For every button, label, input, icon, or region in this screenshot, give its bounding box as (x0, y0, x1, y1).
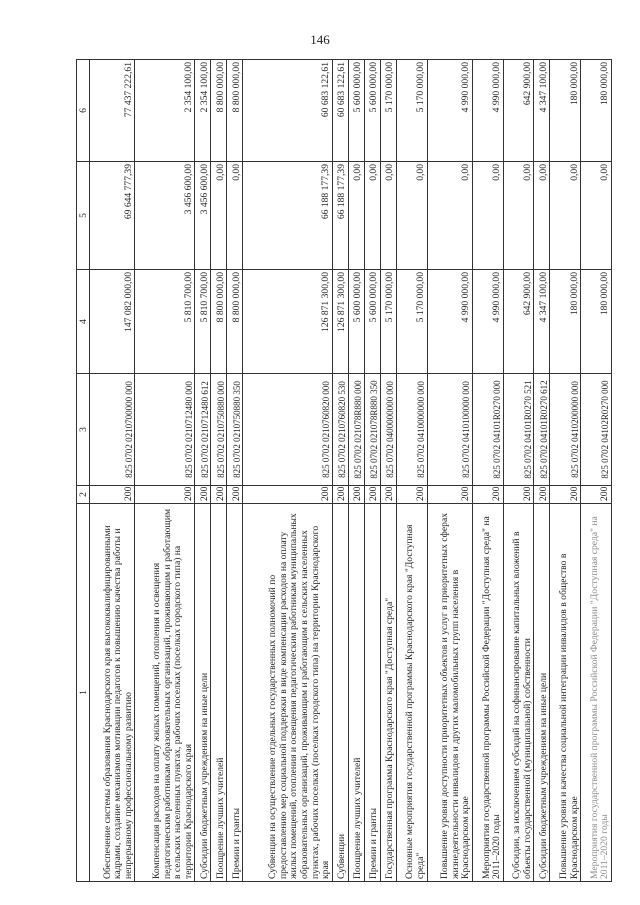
row-plan-cell: 4 990 000,00 (427, 270, 472, 374)
table-row (227, 60, 243, 882)
row-rest-cell: 8 800 000,00 (227, 60, 243, 162)
row-rest-cell: 8 800 000,00 (211, 60, 227, 162)
row-code-cell: 200 (348, 486, 364, 504)
row-name-cell: Субвенции (332, 504, 348, 882)
row-rest-cell: 5 600 000,00 (364, 60, 380, 162)
row-rest-cell: 4 990 000,00 (427, 60, 472, 162)
row-fact-cell: 0,00 (534, 162, 550, 270)
row-code-cell: 200 (90, 486, 135, 504)
header-cell-2: 2 (77, 486, 90, 504)
row-fact-cell: 0,00 (550, 162, 581, 270)
table-row (396, 60, 427, 882)
header-row (77, 60, 90, 882)
row-kbk-cell: 825 0702 0410000000 000 (396, 374, 427, 486)
row-fact-cell: 0,00 (473, 162, 504, 270)
row-name-cell: Мероприятия государственной программы Российской Федерации "Доступная среда" на 2011–2020 годы (473, 504, 504, 882)
table-row (581, 60, 612, 882)
row-name-cell: Повышение уровня доступности приоритетных объектов и услуг в приоритетных сферах жизнедеятельности инвалидов и других маломобильных групп населения в Краснодарском крае (427, 504, 472, 882)
table-row (427, 60, 472, 882)
row-kbk-cell: 825 0702 0210750880 000 (211, 374, 227, 486)
row-name-cell: Субсидии бюджетным учреждениям на иные цели (195, 504, 211, 882)
table-row (503, 60, 534, 882)
row-plan-cell: 126 871 300,00 (332, 270, 348, 374)
row-kbk-cell: 825 0702 0210712480 000 (135, 374, 195, 486)
row-plan-cell: 180 000,00 (581, 270, 612, 374)
row-name-cell: Премии и гранты (227, 504, 243, 882)
row-code-cell: 200 (534, 486, 550, 504)
row-plan-cell: 4 990 000,00 (473, 270, 504, 374)
row-plan-cell: 5 810 700,00 (195, 270, 211, 374)
row-code-cell: 200 (135, 486, 195, 504)
row-fact-cell: 3 456 600,00 (135, 162, 195, 270)
row-fact-cell: 66 188 177,39 (332, 162, 348, 270)
row-plan-cell: 8 800 000,00 (211, 270, 227, 374)
row-name-cell: Обеспечение системы образования Краснодарского края высококвалифицированными кадрами, создание механизмов мотивации педагогов к повышению качества работы и непрерывному профессиональному развитию (90, 504, 135, 882)
row-fact-cell: 66 188 177,39 (243, 162, 332, 270)
table-body (90, 60, 612, 882)
row-name-cell: Премии и гранты (364, 504, 380, 882)
row-name-cell: Мероприятия государственной программы Российской Федерации "Доступная среда" на 2011–2020 годы (581, 504, 612, 882)
row-rest-cell: 5 170 000,00 (380, 60, 396, 162)
row-plan-cell: 8 800 000,00 (227, 270, 243, 374)
row-code-cell: 200 (364, 486, 380, 504)
row-fact-cell: 0,00 (211, 162, 227, 270)
row-fact-cell: 0,00 (427, 162, 472, 270)
row-rest-cell: 4 347 100,00 (534, 60, 550, 162)
table-row (243, 60, 332, 882)
row-rest-cell: 2 354 100,00 (195, 60, 211, 162)
row-name-cell: Субвенции на осуществление отдельных государственных полномочий по предоставлению мер социальной поддержки в виде компенсации расходов на оплату жилых помещений, отопления и освещения педагогическим работникам муниципальных образовательных организаций, проживающим и работающим в сельских населенных пунктах, рабочих поселках (поселках городского типа) на территории Краснодарского края (243, 504, 332, 882)
row-fact-cell: 0,00 (503, 162, 534, 270)
page-number: 146 (310, 32, 330, 47)
row-rest-cell: 4 990 000,00 (473, 60, 504, 162)
row-name-cell: Компенсация расходов на оплату жилых помещений, отопления и освещения педагогическим работникам образовательных организаций, проживающим и работающим в сельских населенных пунктах, рабочих поселках (поселках городского типа) на территории Краснодарского края (135, 504, 195, 882)
row-kbk-cell: 825 0702 021078R880 350 (364, 374, 380, 486)
row-plan-cell: 5 600 000,00 (348, 270, 364, 374)
row-plan-cell: 5 810 700,00 (135, 270, 195, 374)
table-row (473, 60, 504, 882)
row-fact-cell: 0,00 (581, 162, 612, 270)
row-name-cell: Повышение уровня и качества социальной интеграции инвалидов в общество в Краснодарском крае (550, 504, 581, 882)
row-kbk-cell: 825 0702 04102R0270 000 (581, 374, 612, 486)
row-fact-cell: 0,00 (396, 162, 427, 270)
table-row (534, 60, 550, 882)
row-code-cell: 200 (503, 486, 534, 504)
row-kbk-cell: 825 0702 04101R0270 521 (503, 374, 534, 486)
row-code-cell: 200 (195, 486, 211, 504)
table-row (211, 60, 227, 882)
row-kbk-cell: 825 0702 0410100000 000 (427, 374, 472, 486)
table-row (380, 60, 396, 882)
row-kbk-cell: 825 0702 0210760820 000 (243, 374, 332, 486)
row-fact-cell: 0,00 (348, 162, 364, 270)
row-kbk-cell: 825 0702 0400000000 000 (380, 374, 396, 486)
row-plan-cell: 180 000,00 (550, 270, 581, 374)
row-code-cell: 200 (427, 486, 472, 504)
table-row (135, 60, 195, 882)
row-fact-cell: 0,00 (364, 162, 380, 270)
row-fact-cell: 69 644 777,39 (90, 162, 135, 270)
row-rest-cell: 77 437 222,61 (90, 60, 135, 162)
row-plan-cell: 5 600 000,00 (364, 270, 380, 374)
row-code-cell: 200 (380, 486, 396, 504)
row-code-cell: 200 (243, 486, 332, 504)
row-plan-cell: 4 347 100,00 (534, 270, 550, 374)
row-name-cell: Поощрение лучших учителей (211, 504, 227, 882)
row-rest-cell: 180 000,00 (581, 60, 612, 162)
row-plan-cell: 5 170 000,00 (380, 270, 396, 374)
row-name-cell: Поощрение лучших учителей (348, 504, 364, 882)
row-kbk-cell: 825 0702 04101R0270 612 (534, 374, 550, 486)
row-code-cell: 200 (581, 486, 612, 504)
row-name-cell: Основные мероприятия государственной программы Краснодарского края "Доступная среда" (396, 504, 427, 882)
header-cell-5: 5 (77, 162, 90, 270)
row-kbk-cell: 825 0702 04101R0270 000 (473, 374, 504, 486)
row-rest-cell: 5 600 000,00 (348, 60, 364, 162)
table-row (364, 60, 380, 882)
rotated-table-container (76, 60, 612, 882)
row-rest-cell: 2 354 100,00 (135, 60, 195, 162)
table-row (332, 60, 348, 882)
header-cell-6: 6 (77, 60, 90, 162)
row-kbk-cell: 825 0702 0210750880 350 (227, 374, 243, 486)
row-fact-cell: 0,00 (227, 162, 243, 270)
row-rest-cell: 180 000,00 (550, 60, 581, 162)
row-rest-cell: 5 170 000,00 (396, 60, 427, 162)
row-kbk-cell: 825 0702 021078R880 000 (348, 374, 364, 486)
header-cell-1: 1 (77, 504, 90, 882)
row-name-cell: Государственная программа Краснодарского края "Доступная среда" (380, 504, 396, 882)
row-code-cell: 200 (396, 486, 427, 504)
table-row (90, 60, 135, 882)
row-kbk-cell: 825 0702 0410200000 000 (550, 374, 581, 486)
row-plan-cell: 642 900,00 (503, 270, 534, 374)
row-kbk-cell: 825 0702 0210712480 612 (195, 374, 211, 486)
row-code-cell: 200 (227, 486, 243, 504)
row-rest-cell: 642 900,00 (503, 60, 534, 162)
row-fact-cell: 3 456 600,00 (195, 162, 211, 270)
budget-table (76, 59, 612, 882)
row-name-cell: Субсидии, за исключением субсидий на софинансирование капитальных вложений в объекты государственной (муниципальной) собственности (503, 504, 534, 882)
row-kbk-cell: 825 0702 0210760820 530 (332, 374, 348, 486)
row-name-cell: Субсидии бюджетным учреждениям на иные цели (534, 504, 550, 882)
row-code-cell: 200 (332, 486, 348, 504)
row-code-cell: 200 (550, 486, 581, 504)
row-plan-cell: 147 082 000,00 (90, 270, 135, 374)
table-row (550, 60, 581, 882)
row-code-cell: 200 (211, 486, 227, 504)
row-plan-cell: 5 170 000,00 (396, 270, 427, 374)
row-rest-cell: 60 683 122,61 (243, 60, 332, 162)
row-rest-cell: 60 683 122,61 (332, 60, 348, 162)
header-cell-4: 4 (77, 270, 90, 374)
header-cell-3: 3 (77, 374, 90, 486)
table-row (195, 60, 211, 882)
row-kbk-cell: 825 0702 0210700000 000 (90, 374, 135, 486)
row-code-cell: 200 (473, 486, 504, 504)
row-plan-cell: 126 871 300,00 (243, 270, 332, 374)
row-fact-cell: 0,00 (380, 162, 396, 270)
table-row (348, 60, 364, 882)
